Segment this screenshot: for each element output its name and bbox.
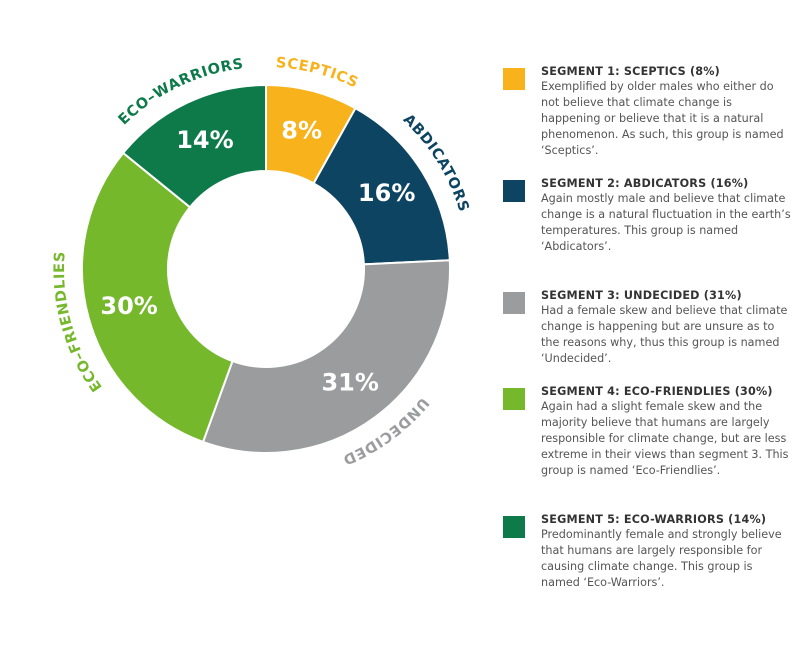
legend-swatch-eco-friendlies bbox=[503, 388, 525, 410]
segment-name-eco-warriors: ECO–WARRIORS bbox=[115, 56, 245, 129]
pct-label-undecided: 31% bbox=[321, 368, 379, 397]
pct-label-eco-friendlies: 30% bbox=[100, 291, 158, 320]
legend-swatch-undecided bbox=[503, 292, 525, 314]
legend-title-abdicators: SEGMENT 2: ABDICATORS (16%) bbox=[541, 177, 749, 190]
legend-title-sceptics: SEGMENT 1: SCEPTICS (8%) bbox=[541, 65, 720, 78]
segment-name-undecided: UNDECIDED bbox=[340, 394, 432, 468]
legend-desc-eco-friendlies: Again had a slight female skew and the majority believe that humans are largely responsible for climate change, but are less extreme in their views than segment 3. This group is named ‘Eco-Friendlies’. bbox=[541, 400, 789, 477]
legend-title-eco-friendlies: SEGMENT 4: ECO-FRIENDLIES (30%) bbox=[541, 385, 773, 398]
legend-desc-eco-warriors: Predominantly female and strongly believe that humans are largely responsible for causing climate change. This group is named ‘Eco-Warriors’. bbox=[541, 528, 782, 589]
legend-desc-sceptics: Exemplified by older males who either do not believe that climate change is happening or believe that it is a natural phenomenon. As such, this group is named ‘Sceptics’. bbox=[541, 80, 784, 157]
segment-name-sceptics: SCEPTICS bbox=[275, 55, 361, 92]
legend-swatch-sceptics bbox=[503, 68, 525, 90]
legend-desc-undecided: Had a female skew and believe that climate change is happening but are unsure as to the reasons why, thus this group is named ‘Undecided’. bbox=[541, 304, 788, 365]
segment-name-eco-friendlies: ECO–FRIENDLIES bbox=[51, 250, 106, 395]
legend-desc-abdicators: Again mostly male and believe that climate change is a natural fluctuation in the earth’s temperatures. This group is named ‘Abdicators’. bbox=[541, 192, 791, 253]
legend-title-eco-warriors: SEGMENT 5: ECO-WARRIORS (14%) bbox=[541, 513, 767, 526]
pct-label-sceptics: 8% bbox=[281, 116, 323, 145]
legend-title-undecided: SEGMENT 3: UNDECIDED (31%) bbox=[541, 289, 742, 302]
pct-label-abdicators: 16% bbox=[357, 179, 416, 208]
legend-swatch-eco-warriors bbox=[503, 516, 525, 538]
legend-swatch-abdicators bbox=[503, 180, 525, 202]
pct-label-eco-warriors: 14% bbox=[176, 125, 234, 154]
segment-name-abdicators: ABDICATORS bbox=[399, 111, 472, 214]
